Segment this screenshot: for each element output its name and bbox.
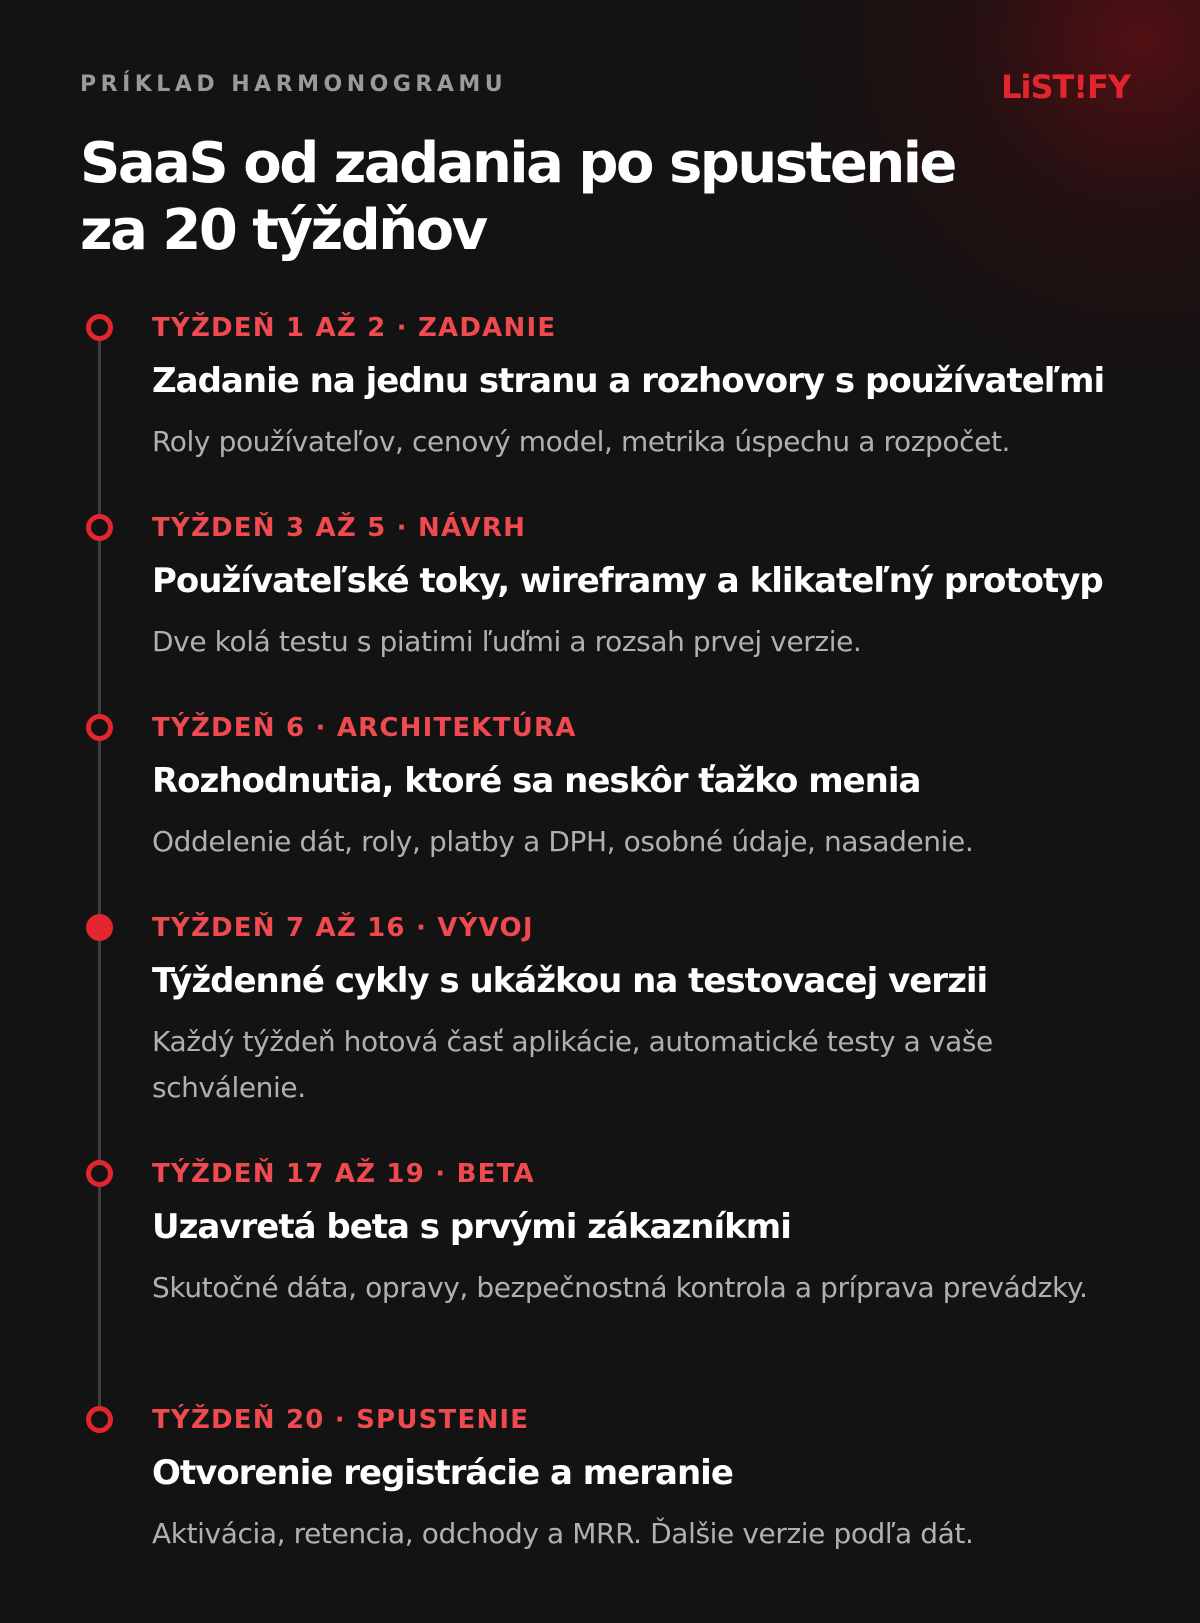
- timeline-rail: [98, 328, 101, 1420]
- phase-description: Roly používateľov, cenový model, metrika úspechu a rozpočet.: [152, 425, 1011, 458]
- phase-description: Oddelenie dát, roly, platby a DPH, osobné údaje, nasadenie.: [152, 825, 974, 858]
- phase-heading: Uzavretá beta s prvými zákazníkmi: [152, 1207, 791, 1247]
- page-title: [80, 130, 1120, 264]
- phase-label: TÝŽDEŇ 17 AŽ 19 · BETA: [152, 1159, 535, 1189]
- title-line-2: za 20 týždňov: [80, 198, 486, 263]
- phase-label: TÝŽDEŇ 3 AŽ 5 · NÁVRH: [152, 513, 527, 543]
- phase-description: Skutočné dáta, opravy, bezpečnostná kontrola a príprava prevádzky.: [152, 1271, 1088, 1304]
- phase-description: Dve kolá testu s piatimi ľuďmi a rozsah prvej verzie.: [152, 625, 862, 658]
- phase-description: Každý týždeň hotová časť aplikácie, automatické testy a vaše schválenie.: [152, 1025, 993, 1104]
- phase-label: TÝŽDEŇ 7 AŽ 16 · VÝVOJ: [152, 913, 534, 943]
- phase-heading: Používateľské toky, wireframy a klikateľný prototyp: [152, 561, 1103, 601]
- phase-description: Aktivácia, retencia, odchody a MRR. Ďalšie verzie podľa dát.: [152, 1517, 974, 1550]
- timeline-marker-outlined: [86, 714, 113, 741]
- timeline-marker-outlined: [86, 1160, 113, 1187]
- timeline-marker-outlined: [86, 514, 113, 541]
- phase-label: TÝŽDEŇ 6 · ARCHITEKTÚRA: [152, 713, 577, 743]
- title-line-1: SaaS od zadania po spustenie: [80, 131, 955, 196]
- phase-heading: Zadanie na jednu stranu a rozhovory s používateľmi: [152, 361, 1105, 401]
- timeline-marker-filled: [86, 914, 113, 941]
- timeline-marker-outlined: [86, 1406, 113, 1433]
- phase-label: TÝŽDEŇ 1 AŽ 2 · ZADANIE: [152, 313, 557, 343]
- phase-label: TÝŽDEŇ 20 · SPUSTENIE: [152, 1405, 530, 1435]
- eyebrow-label: PRÍKLAD HARMONOGRAMU: [80, 72, 508, 97]
- phase-heading: Rozhodnutia, ktoré sa neskôr ťažko menia: [152, 761, 921, 801]
- phase-heading: Týždenné cykly s ukážkou na testovacej verzii: [152, 961, 988, 1001]
- phase-heading: Otvorenie registrácie a meranie: [152, 1453, 733, 1493]
- brand-logo: LiST!FY: [1001, 68, 1130, 106]
- timeline-marker-outlined: [86, 314, 113, 341]
